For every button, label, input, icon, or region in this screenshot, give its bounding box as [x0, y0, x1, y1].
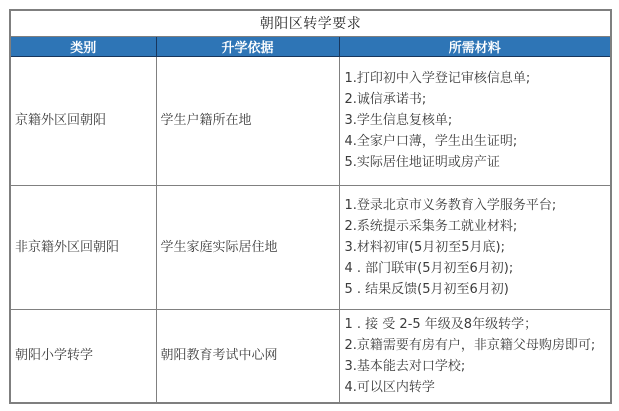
material-line: 3.学生信息复核单;: [344, 113, 453, 128]
material-line: 3.基本能去对口学校;: [344, 358, 466, 374]
category-cell: 非京籍外区回朝阳: [10, 185, 156, 309]
column-header-basis: 升学依据: [156, 36, 339, 56]
material-line: 5 . 结果反馈(5月初至6月初): [344, 281, 509, 297]
materials-cell: [339, 56, 611, 185]
materials-cell: [339, 309, 611, 403]
basis-cell: 朝阳教育考试中心网: [156, 309, 339, 403]
table-title: 朝阳区转学要求: [10, 10, 611, 36]
transfer-requirements-table: [9, 9, 612, 404]
materials-cell: [339, 185, 611, 309]
material-line: 4.全家户口薄，学生出生证明;: [344, 134, 518, 149]
table-row: [10, 309, 611, 403]
material-line: 4 . 部门联审(5月初至6月初);: [344, 260, 514, 276]
material-line: 1 . 接 受 2-5 年级及8年级转学；: [344, 316, 538, 332]
column-header-category: 类别: [10, 36, 156, 56]
material-line: 1.登录北京市义务教育入学服务平台;: [344, 197, 557, 213]
material-line: 5.实际居住地证明或房产证: [344, 155, 500, 170]
category-cell: 朝阳小学转学: [10, 309, 156, 403]
material-line: 4.可以区内转学: [344, 379, 435, 395]
basis-cell: 学生家庭实际居住地: [156, 185, 339, 309]
category-cell: 京籍外区回朝阳: [10, 56, 156, 185]
material-line: 2.京籍需要有房有户，非京籍父母购房即可;: [344, 337, 596, 353]
header-row: [10, 36, 611, 56]
material-line: 2.诚信承诺书;: [344, 92, 427, 107]
material-line: 3.材料初审(5月初至5月底);: [344, 239, 505, 255]
column-header-materials: 所需材料: [339, 36, 611, 56]
table-row: [10, 185, 611, 309]
title-row: [10, 10, 611, 36]
table-row: [10, 56, 611, 185]
material-line: 1.打印初中入学登记审核信息单;: [344, 71, 531, 86]
material-line: 2.系统提示采集务工就业材料;: [344, 218, 518, 234]
basis-cell: 学生户籍所在地: [156, 56, 339, 185]
